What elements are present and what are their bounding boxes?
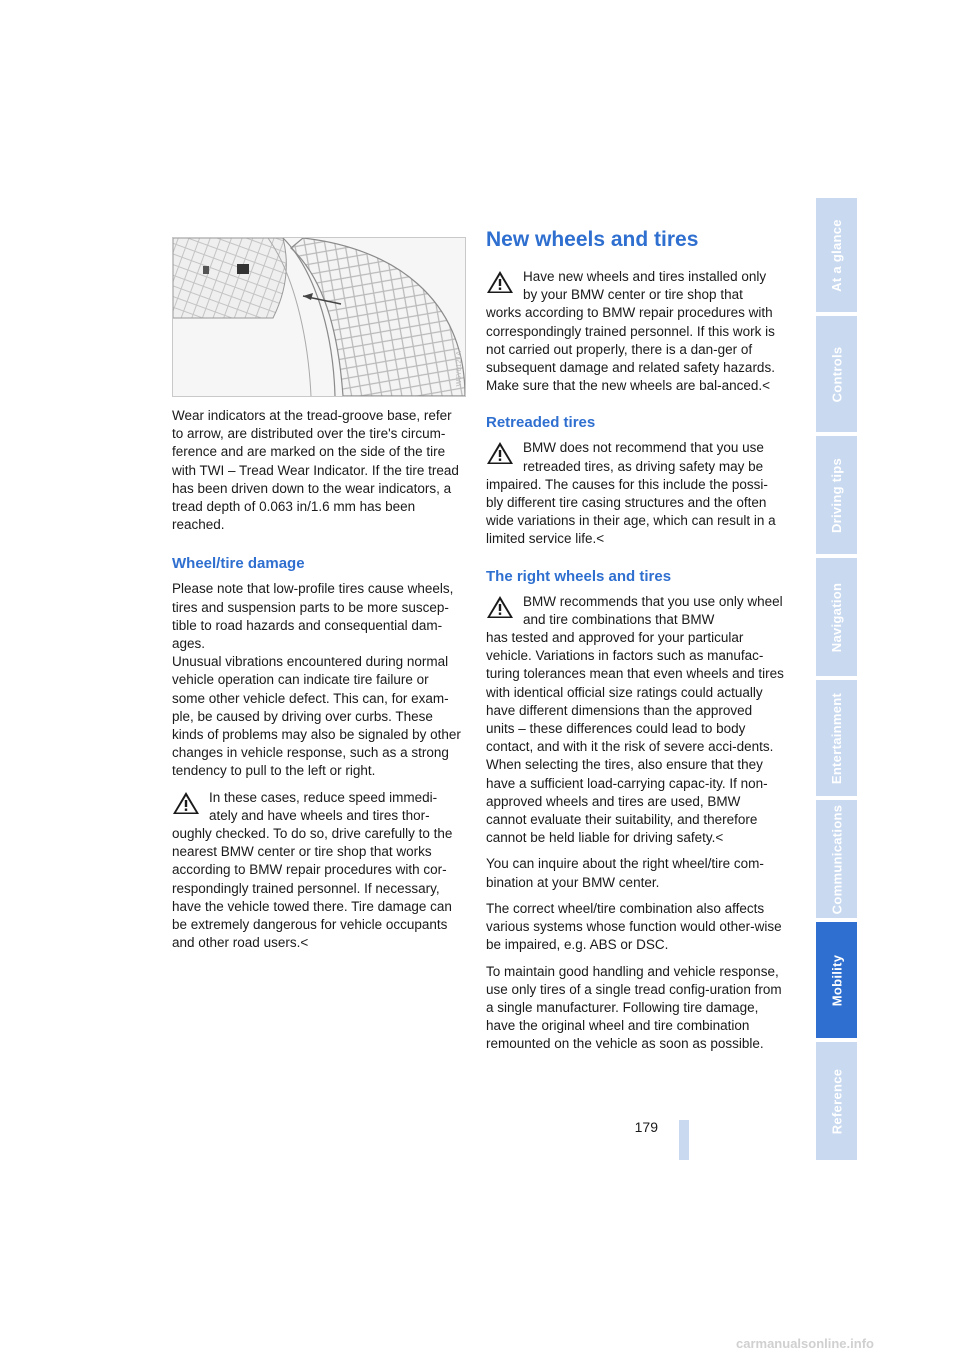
left-column [172, 237, 464, 952]
right-wheels-warning [486, 593, 784, 848]
tab-label: Mobility [829, 954, 845, 1006]
retreaded-warning-rest: impaired. The causes for this include the possi-bly different tire casing structures and the often wide variations in their age, which can result in a limited service life.< [486, 476, 776, 547]
damage-warning-lead: In these cases, reduce speed immedi-ately and have wheels and tires thor- [209, 789, 438, 823]
new-tires-warning-rest: works according to BMW repair procedures with correspondingly trained personnel. If this work is not carried out properly, there is a dan-ger of subsequent damage and related safety hazards. Make sure that the new wheels are bal-anced.< [486, 305, 775, 394]
section-heading-right-wheels: The right wheels and tires [486, 567, 672, 585]
right-wheels-warning-lead: BMW recommends that you use only wheel and tire combinations that BMW [523, 593, 783, 627]
right-wheels-warning-rest: has tested and approved for your particular vehicle. Variations in factors such as manufac-turing tolerances mean that even wheels and tires with identical official size ratings could actually have different dimensions than the approved units – these differences could lead to body contact, and with it the risk of severe acci-dents. When selecting the tires, also ensure that they have a sufficient load-carrying capac-ity. If non-approved wheels and tires are used, BMW cannot evaluate their suitability, and therefore cannot be held liable for driving safety.< [486, 630, 784, 846]
retreaded-warning [486, 439, 784, 548]
tab-label: At a glance [829, 218, 844, 292]
inquire-paragraph: You can inquire about the right wheel/tire com-bination at your BMW center. [486, 856, 764, 890]
systems-paragraph: The correct wheel/tire combination also affects various systems whose function would other-wise be impaired, e.g. ABS or DSC. [486, 900, 782, 953]
section-tabs [816, 198, 857, 1160]
warning-triangle-icon [486, 595, 514, 619]
section-heading-wheel-damage: Wheel/tire damage [172, 555, 305, 573]
tire-illustration [173, 238, 465, 396]
tab-label: Communications [829, 804, 844, 914]
tab-label: Reference [829, 1068, 845, 1134]
damage-paragraph-1: Please note that low-profile tires cause wheels, tires and suspension parts to be more suscep-tible to road hazards and consequential dam-ages. [172, 581, 454, 652]
section-heading-retreaded: Retreaded tires [486, 414, 596, 432]
tab-controls[interactable] [816, 316, 857, 432]
page-number-bar [679, 1120, 689, 1160]
damage-paragraph-2: Unusual vibrations encountered during normal vehicle operation can indicate tire failure or some other vehicle defect. This can, for exam-ple, be caused by driving over curbs. These kinds of problems may also be signaled by other changes in vehicle response, such as a strong tendency to pull to the left or right. [172, 654, 461, 779]
tread-wear-figure [172, 237, 466, 397]
tab-at-a-glance[interactable] [816, 198, 857, 312]
new-tires-warning [486, 268, 784, 395]
tab-label: Controls [829, 346, 844, 402]
figure-caption: Wear indicators at the tread-groove base, refer to arrow, are distributed over the tire's circum-ference and are marked on the side of the tire with TWI – Tread Wear Indicator. If the tire tread has been driven down to the wear indicators, a tread depth of 0.063 in/1.6 mm has been reached. [172, 408, 459, 533]
tab-label: Navigation [829, 582, 844, 652]
tab-navigation[interactable] [816, 558, 857, 676]
tab-entertainment[interactable] [816, 680, 857, 796]
warning-triangle-icon [486, 270, 514, 294]
right-column [486, 226, 784, 1054]
main-heading: New wheels and tires [486, 228, 699, 251]
page-number: 179 [634, 1119, 658, 1135]
figure-code: W6Y0121A [456, 350, 463, 386]
tab-label: Entertainment [829, 692, 844, 784]
warning-triangle-icon [486, 441, 514, 465]
tab-communications[interactable] [816, 800, 857, 918]
tab-driving-tips[interactable] [816, 436, 857, 554]
handling-paragraph: To maintain good handling and vehicle response, use only tires of a single tread config-uration from a single manufacturer. Following tire damage, have the original wheel and tire combination remounted on the vehicle as soon as possible. [486, 963, 782, 1052]
warning-triangle-icon [172, 791, 200, 815]
new-tires-warning-lead: Have new wheels and tires installed only by your BMW center or tire shop that [523, 269, 767, 303]
tab-reference[interactable] [816, 1042, 857, 1160]
tab-mobility[interactable] [816, 922, 857, 1038]
tab-label: Driving tips [829, 457, 845, 533]
watermark: carmanualsonline.info [736, 1336, 874, 1351]
damage-warning-rest: oughly checked. To do so, drive carefully to the nearest BMW center or tire shop that works according to BMW repair procedures with cor-respondingly trained personnel. If necessary, have the vehicle towed there. Tire damage can be extremely dangerous for vehicle occupants and other road users.< [172, 826, 453, 951]
retreaded-warning-lead: BMW does not recommend that you use retreaded tires, as driving safety may be [523, 440, 764, 474]
damage-warning [172, 789, 464, 953]
